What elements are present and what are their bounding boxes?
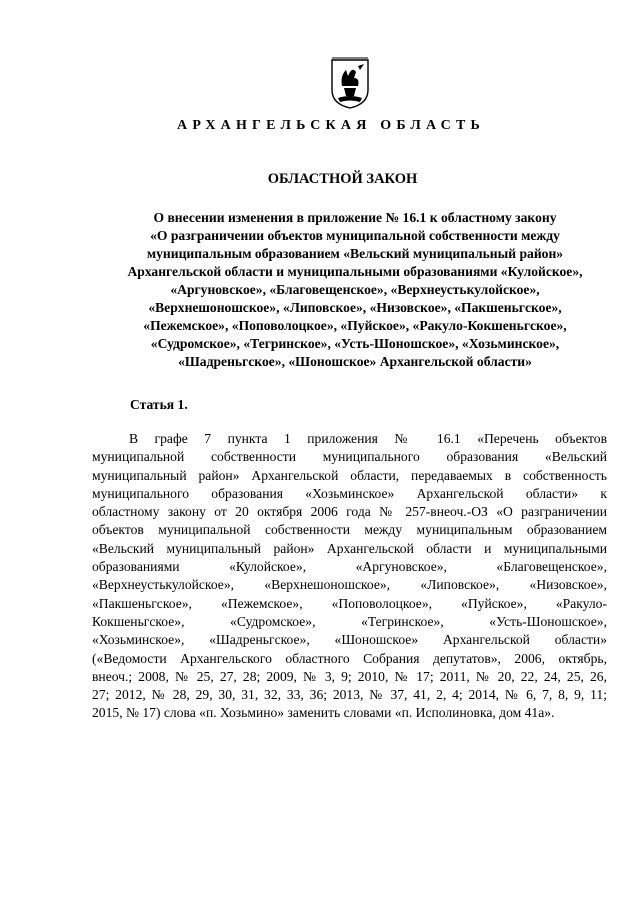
article-heading: Статья 1. [130,397,188,412]
region-name: АРХАНГЕЛЬСКАЯ ОБЛАСТЬ [177,118,485,133]
article-line: «Вельский муниципальный район» Архангельской области и муниципальными [92,540,607,556]
law-title-line: О внесении изменения в приложение № 16.1 к областному закону [153,210,557,225]
law-type-heading: ОБЛАСТНОЙ ЗАКОН [267,171,418,187]
article-line: муниципального образования «Хозьминское» Архангельской области» к [92,485,607,501]
law-title-line: «Пежемское», «Поповолоцкое», «Пуйское», «Ракуло-Кокшеньгское», [143,318,567,333]
law-title-line: муниципальным образованием «Вельский муниципальный район» [146,246,564,261]
article-line: объектов муниципальной собственности между муниципальным образованием [92,522,607,538]
article-line: Кокшеньгское», «Судромское», «Тегринское», «Усть-Шоношское», [92,613,607,629]
article-line: 27; 2012, № 28, 29, 30, 31, 32, 33, 36; 2013, № 37, 41, 2, 4; 2014, № 6, 7, 8, 9, 11; [92,687,607,703]
article-line: муниципальной собственности муниципального образования «Вельский [92,449,607,465]
article-line: «Пакшеньгское», «Пежемское», «Поповолоцкое», «Пуйское», «Ракуло- [92,595,607,611]
article-line: областному закону от 20 октября 2006 года № 257-внеоч.-ОЗ «О разграничении [92,504,607,520]
article-line: «Верхнеустькулойское», «Верхнешоношское», «Липовское», «Низовское», [92,577,607,593]
coat-of-arms-icon [330,56,370,110]
article-line: образованиями «Кулойское», «Аргуновское», «Благовещенское», [92,559,607,575]
article-line: 2015, № 17) слова «п. Хозьмино» заменить словами «п. Исполиновка, дом 41а». [92,705,555,721]
law-title-line: Архангельской области и муниципальными образованиями «Кулойское», [127,264,583,279]
article-line: муниципальный район» Архангельской области, передаваемых в собственность [92,467,607,483]
article-line: «Хозьминское», «Шадреньгское», «Шоношское» Архангельской области» [92,632,607,648]
law-title-line: «Судромское», «Тегринское», «Усть-Шоношское», «Хозьминское», [150,336,560,351]
article-body [92,430,607,723]
article-line: В графе 7 пункта 1 приложения № 16.1 «Перечень объектов [129,431,607,446]
article-line: («Ведомости Архангельского областного Собрания депутатов», 2006, октябрь, [92,650,607,666]
law-title-line: «Шадреньгское», «Шоношское» Архангельской области» [178,354,532,369]
law-title-line: «Аргуновское», «Благовещенское», «Верхнеустькулойское», [170,282,540,297]
law-title [95,209,615,371]
article-line: внеоч.; 2008, № 25, 27, 28; 2009, № 3, 9; 2010, № 17; 2011, № 20, 22, 24, 25, 26, [92,668,607,684]
law-title-line: «О разграничении объектов муниципальной собственности между [150,228,560,243]
law-title-line: «Верхнешоношское», «Липовское», «Низовское», «Пакшеньгское», [148,300,562,315]
